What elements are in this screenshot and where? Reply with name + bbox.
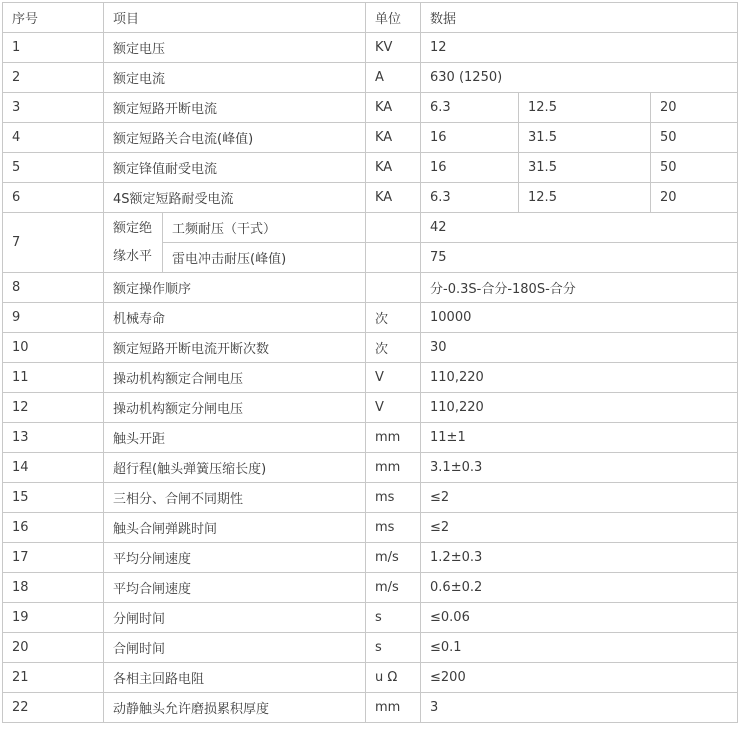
data-cell: ≤200 [421,663,738,693]
data-cell: 630 (1250) [421,63,738,93]
sub-item-cell: 雷电冲击耐压(峰值) [163,243,366,273]
table-row [3,573,738,603]
row-index-cell: 6 [3,183,104,213]
unit-cell [366,243,421,273]
item-cell: 额定锋值耐受电流 [104,153,366,183]
unit-cell: m/s [366,543,421,573]
table-row [3,693,738,723]
unit-cell: 次 [366,333,421,363]
table-row [3,393,738,423]
item-cell: 额定操作顺序 [104,273,366,303]
data-cell: 1.2±0.3 [421,543,738,573]
table-row [3,183,738,213]
unit-cell: mm [366,693,421,723]
table-row [3,153,738,183]
data-cell: 42 [421,213,738,243]
row-index-cell: 20 [3,633,104,663]
item-cell: 触头开距 [104,423,366,453]
unit-cell: KV [366,33,421,63]
row-index-cell: 12 [3,393,104,423]
unit-cell: KA [366,93,421,123]
row-index-cell: 19 [3,603,104,633]
row-index-cell: 15 [3,483,104,513]
col-header-item: 项目 [104,3,366,33]
table-row [3,213,738,243]
table-row [3,123,738,153]
unit-cell [366,213,421,243]
table-row [3,543,738,573]
unit-cell: KA [366,123,421,153]
row-index-cell: 13 [3,423,104,453]
row-index-cell: 3 [3,93,104,123]
row-index-cell: 8 [3,273,104,303]
spec-table-page [2,2,737,723]
item-cell: 操动机构额定分闸电压 [104,393,366,423]
unit-cell: mm [366,423,421,453]
unit-cell: ms [366,483,421,513]
data-cell: 12.5 [519,183,651,213]
unit-cell: KA [366,153,421,183]
item-label-cell: 额定绝缘水平 [104,213,163,273]
item-cell: 额定电流 [104,63,366,93]
data-cell: 6.3 [421,183,519,213]
table-body [3,33,738,723]
item-cell: 机械寿命 [104,303,366,333]
item-cell: 触头合闸弹跳时间 [104,513,366,543]
row-index-cell: 10 [3,333,104,363]
table-row [3,663,738,693]
row-index-cell: 17 [3,543,104,573]
data-cell: 16 [421,123,519,153]
row-index-cell: 4 [3,123,104,153]
data-cell: 0.6±0.2 [421,573,738,603]
unit-cell: KA [366,183,421,213]
data-cell: 16 [421,153,519,183]
item-cell: 操动机构额定合闸电压 [104,363,366,393]
data-cell: 110,220 [421,363,738,393]
item-cell: 4S额定短路耐受电流 [104,183,366,213]
col-header-data: 数据 [421,3,738,33]
table-row [3,93,738,123]
item-cell: 平均分闸速度 [104,543,366,573]
header-row [3,3,738,33]
table-row [3,33,738,63]
unit-cell: 次 [366,303,421,333]
unit-cell: m/s [366,573,421,603]
item-cell: 额定电压 [104,33,366,63]
data-cell: 12 [421,33,738,63]
data-cell: 31.5 [519,153,651,183]
spec-table [2,2,738,723]
table-row [3,453,738,483]
row-index-cell: 14 [3,453,104,483]
row-index-cell: 9 [3,303,104,333]
item-cell: 额定短路关合电流(峰值) [104,123,366,153]
table-row [3,423,738,453]
data-cell: 11±1 [421,423,738,453]
item-cell: 额定短路开断电流 [104,93,366,123]
data-cell: 20 [651,93,738,123]
data-cell: 20 [651,183,738,213]
unit-cell: s [366,603,421,633]
data-cell: 50 [651,153,738,183]
table-row [3,273,738,303]
row-index-cell: 5 [3,153,104,183]
data-cell: 3.1±0.3 [421,453,738,483]
table-row [3,513,738,543]
row-index-cell: 11 [3,363,104,393]
item-cell: 分闸时间 [104,603,366,633]
table-row [3,363,738,393]
row-index-cell: 21 [3,663,104,693]
table-row [3,63,738,93]
row-index-cell: 1 [3,33,104,63]
item-cell: 合闸时间 [104,633,366,663]
unit-cell: u Ω [366,663,421,693]
data-cell: 30 [421,333,738,363]
col-header-index: 序号 [3,3,104,33]
item-cell: 各相主回路电阻 [104,663,366,693]
unit-cell: V [366,393,421,423]
table-row [3,603,738,633]
data-cell: ≤0.1 [421,633,738,663]
table-row [3,303,738,333]
data-cell: 110,220 [421,393,738,423]
table-row [3,483,738,513]
unit-cell: A [366,63,421,93]
data-cell: 分-0.3S-合分-180S-合分 [421,273,738,303]
col-header-unit: 单位 [366,3,421,33]
table-row [3,333,738,363]
data-cell: ≤0.06 [421,603,738,633]
item-cell: 额定短路开断电流开断次数 [104,333,366,363]
item-cell: 三相分、合闸不同期性 [104,483,366,513]
unit-cell: s [366,633,421,663]
data-cell: 3 [421,693,738,723]
unit-cell [366,273,421,303]
row-index-cell: 7 [3,213,104,273]
item-cell: 动静触头允许磨损累积厚度 [104,693,366,723]
row-index-cell: 22 [3,693,104,723]
row-index-cell: 18 [3,573,104,603]
unit-cell: V [366,363,421,393]
unit-cell: ms [366,513,421,543]
item-cell: 平均合闸速度 [104,573,366,603]
table-row [3,633,738,663]
data-cell: 6.3 [421,93,519,123]
row-index-cell: 2 [3,63,104,93]
data-cell: ≤2 [421,513,738,543]
data-cell: 75 [421,243,738,273]
data-cell: 10000 [421,303,738,333]
data-cell: ≤2 [421,483,738,513]
data-cell: 50 [651,123,738,153]
row-index-cell: 16 [3,513,104,543]
unit-cell: mm [366,453,421,483]
data-cell: 12.5 [519,93,651,123]
sub-item-cell: 工频耐压（干式） [163,213,366,243]
data-cell: 31.5 [519,123,651,153]
item-cell: 超行程(触头弹簧压缩长度) [104,453,366,483]
